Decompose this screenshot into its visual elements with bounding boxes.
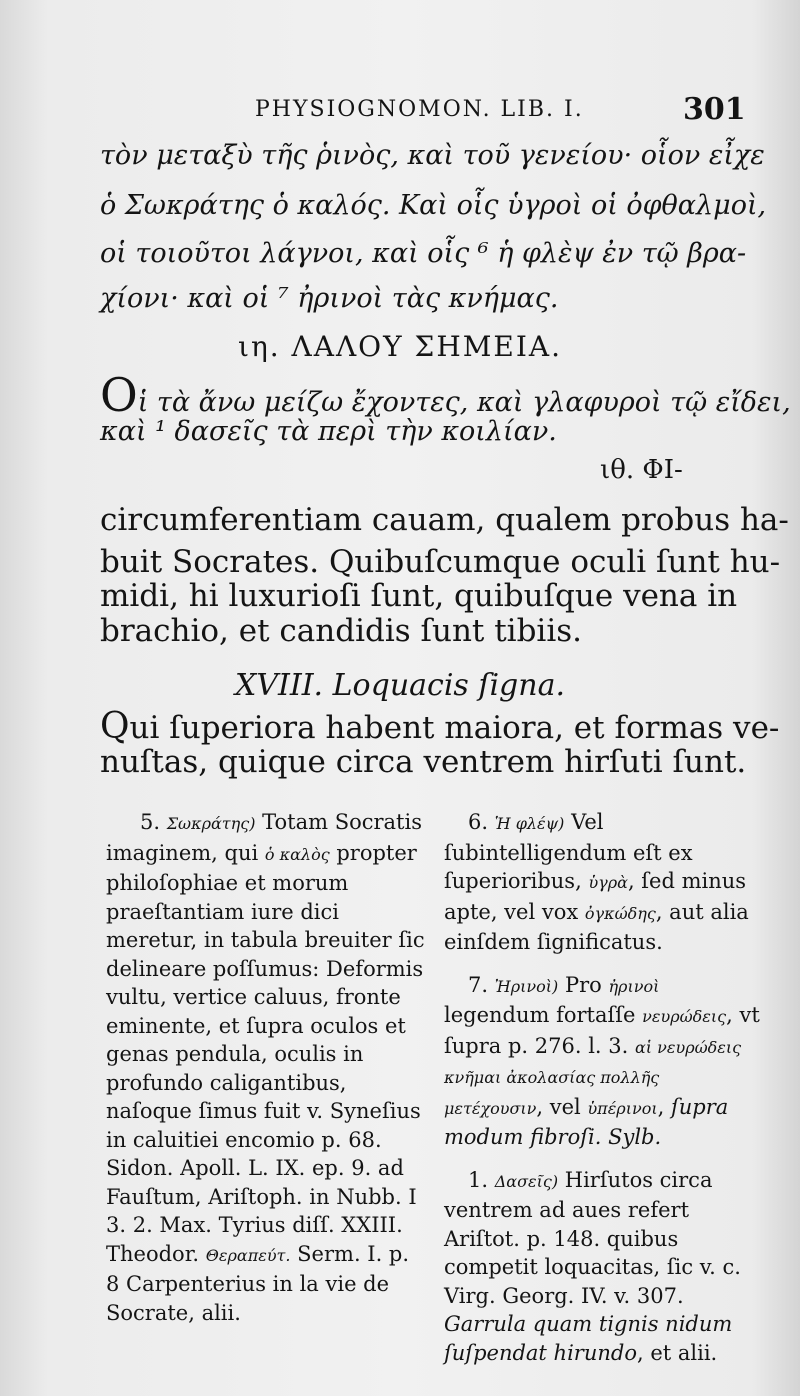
greek-para2-line-1: ἱ τὰ ἄνω μείζω ἔχοντες, καὶ γλαφυροὶ τῷ εἴδει, (137, 387, 791, 418)
latin-drop-initial: Q (100, 706, 130, 747)
footnote-6-label: 6. (468, 810, 489, 834)
footnote-7-lemma: Ἠρινοὶ) (494, 976, 559, 996)
footnote-6-greek-2: ὀγκώδης (584, 903, 656, 923)
footnote-7-italic: ſupra modum fibroſi. Sylb. (444, 1094, 729, 1149)
footnote-right-column (444, 808, 762, 1367)
footnote-left-column (106, 808, 426, 1327)
latin-line-4: brachio, et candidis ſunt tibiis. (100, 613, 583, 649)
latin-line-1: circumferentiam cauam, qualem probus ha- (100, 502, 789, 538)
greek-line-2: ὁ Σωκράτης ὁ καλός. Καὶ οἷς ὑγροὶ οἱ ὀφθαλμοὶ, (100, 190, 767, 221)
footnote-1-italic: Garrula quam tignis nidum ſuſpendat hirundo (444, 1312, 733, 1365)
footnote-7-greek-2: νευρώδεις (642, 1007, 727, 1026)
greek-drop-initial: Ο (100, 368, 138, 422)
footnote-5-lemma: Σωκράτης) (166, 814, 256, 833)
footnote-6-text-b: , ſed minus apte, vel vox (444, 869, 747, 924)
footnote-5-greek: ὁ καλὸς (264, 844, 330, 864)
greek-section-title: ιη. ΛΑΛΟΥ ΣΗΜΕΙΑ. (237, 330, 563, 363)
footnote-7-text-c: , vt ſupra p. 276. l. 3. (444, 1003, 760, 1058)
footnote-7-greek: ἠρινοὶ (608, 976, 660, 996)
greek-line-3: οἱ τοιοῦτοι λάγνοι, καὶ οἷς ⁶ ἡ φλὲψ ἐν τῷ βρα- (100, 238, 747, 269)
footnote-1-text-b: , et alii. (636, 1340, 718, 1365)
footnote-6-lemma: Ἡ φλέψ) (494, 814, 565, 833)
footnote-7-greek-3: αἱ νευρώδεις κνῆμαι ἀκολασίας πολλῆς μετέχουσιν (444, 1037, 742, 1118)
latin-line-3: midi, hi luxurioſi ſunt, quibuſque vena in (100, 578, 738, 614)
footnote-1-text-a: Hirſutos circa ventrem ad aues refert Ariſtot. p. 148. quibus competit loquacitas, ſic v. c. Virg. Georg. IV. v. 307. (444, 1167, 741, 1308)
greek-paragraph-2 (100, 368, 791, 422)
footnote-7 (444, 971, 762, 1152)
footnote-5-label: 5. (140, 810, 161, 834)
footnote-7-label: 7. (468, 972, 489, 997)
footnote-1-label: 1. (468, 1167, 489, 1192)
greek-line-1: τὸν μεταξὺ τῆς ῥινὸς, καὶ τοῦ γενείου· οἷον εἶχε (100, 140, 765, 171)
latin-line-2: buit Socrates. Quibuſcumque oculi ſunt hu- (100, 544, 781, 580)
footnote-5-text-c: Serm. I. p. 8 Carpenterius in la vie de Socrate, alii. (106, 1241, 410, 1325)
footnote-5-greek-2: Θεραπεύτ. (205, 1245, 291, 1265)
greek-para2-line-2: καὶ ¹ δασεῖς τὰ περὶ τὴν κοιλίαν. (100, 416, 557, 447)
latin-paragraph-2 (100, 706, 779, 747)
footnote-7-text-e: , (657, 1094, 665, 1119)
page-number: 301 (683, 92, 746, 127)
footnote-6-text-c: , aut alia einſdem ſignificatus. (444, 899, 749, 954)
footnote-7-greek-4: ὑπέρινοι (587, 1098, 658, 1118)
footnote-7-text-a: Pro (564, 972, 602, 997)
greek-catchword: ιθ. ΦΙ- (600, 455, 683, 485)
footnote-1-lemma: Δασεῖς) (494, 1171, 559, 1191)
running-title: PHYSIOGNOMON. LIB. I. (255, 97, 584, 122)
footnote-5 (106, 808, 426, 1327)
greek-line-4: χίονι· καὶ οἱ ⁷ ἠρινοὶ τὰς κνήμας. (100, 283, 559, 314)
latin-section-title: XVIII. Loquacis ſigna. (234, 668, 565, 703)
latin-para2-line-1: ui ſuperiora habent maiora, et formas ve- (129, 710, 780, 746)
footnote-6 (444, 808, 762, 957)
footnote-5-text-b: propter philoſophiae et morum praeſtantiam iure dici meretur, in tabula breuiter ſic delineare poſſumus: Deformis vultu, vertice caluus, fronte eminente, et ſupra oculos et genas pendula, oculis in profundo caligantibus, naſoque ſimus fuit v. Syneſius in caluitiei encomio p. 68. Sidon. Apoll. L. IX. ep. 9. ad Fauſtum, Ariſtoph. in Nubb. I 3. 2. Max. Tyrius diſſ. XXIII. Theodor. (106, 840, 425, 1266)
footnote-7-text-d: , vel (536, 1094, 581, 1119)
footnote-6-text-a: Vel ſubintelligendum eſt ex ſuperioribus, (444, 810, 693, 893)
latin-para2-line-2: nuſtas, quique circa ventrem hirſuti ſunt. (100, 744, 747, 780)
footnote-1 (444, 1166, 762, 1368)
footnote-6-greek: ὑγρὰ (588, 873, 628, 892)
footnote-7-text-b: legendum fortaſſe (444, 1003, 636, 1027)
footnote-5-text-a: Totam Socratis imaginem, qui (106, 810, 422, 865)
